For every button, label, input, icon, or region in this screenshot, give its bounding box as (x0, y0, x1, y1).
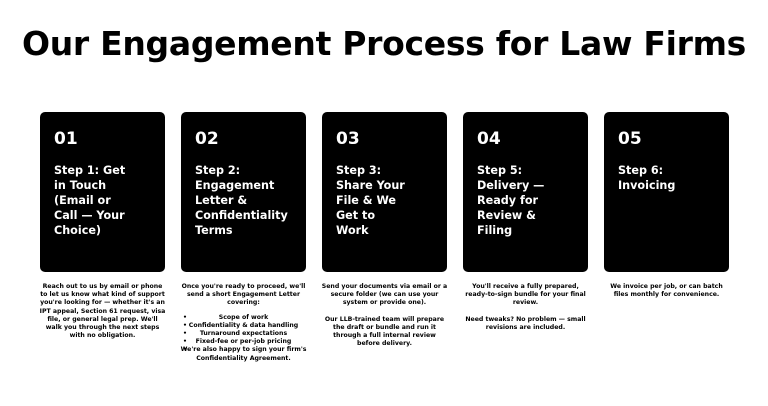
bullet-item: • Scope of work (180, 314, 307, 322)
step-card (604, 112, 729, 272)
step-paragraph: We invoice per job, or can batch files monthly for convenience. (610, 283, 723, 299)
step-card (40, 112, 165, 272)
step-title: Step 1: Get in Touch (Email or Call — Your Choice) (54, 164, 126, 237)
step-description (603, 283, 730, 299)
step-title: Step 5: Delivery — Ready for Review & Filing (477, 164, 545, 237)
step-4 (462, 112, 589, 363)
bullet-item: • We're also happy to sign your firm's Confidentiality Agreement. (180, 346, 307, 362)
step-bullet-list (180, 314, 307, 363)
step-description (39, 283, 166, 340)
step-description (462, 283, 589, 332)
step-title: Step 6: Invoicing (618, 164, 676, 192)
step-description (321, 283, 448, 348)
step-1 (39, 112, 166, 363)
step-number: 01 (54, 129, 78, 149)
step-number: 05 (618, 129, 642, 149)
step-3 (321, 112, 448, 363)
step-card (181, 112, 306, 272)
step-paragraph: Send your documents via email or a secure folder (we can use your system or provide one). (321, 283, 448, 307)
step-paragraph: Reach out to us by email or phone to let us know what kind of support you're looking for — whether it's an IPT appeal, Section 61 request, visa file, or general legal prep. We'll walk you through the next steps with no obligation. (39, 283, 166, 340)
step-5 (603, 112, 730, 363)
bullet-item: • Confidentiality & data handling (180, 322, 307, 330)
step-2 (180, 112, 307, 363)
step-title: Step 2: Engagement Letter & Confidentiality Terms (195, 164, 288, 237)
step-number: 02 (195, 129, 219, 149)
step-title: Step 3: Share Your File & We Get to Work (336, 164, 405, 237)
step-intro: Once you're ready to proceed, we'll send a short Engagement Letter covering: (181, 283, 306, 307)
step-number: 03 (336, 129, 360, 149)
step-paragraph: Need tweaks? No problem — small revisions are included. (465, 315, 586, 331)
bullet-item: • Fixed-fee or per-job pricing (180, 338, 307, 346)
process-steps (39, 112, 729, 363)
step-card (322, 112, 447, 272)
bullet-item: • Turnaround expectations (180, 330, 307, 338)
step-number: 04 (477, 129, 501, 149)
step-paragraph: Our LLB-trained team will prepare the draft or bundle and run it through a full internal review before delivery. (324, 315, 445, 348)
step-description (180, 283, 307, 363)
page-title: Our Engagement Process for Law Firms (21, 24, 747, 63)
step-paragraph: You'll receive a fully prepared, ready-to-sign bundle for your final review. (465, 283, 586, 307)
step-card (463, 112, 588, 272)
